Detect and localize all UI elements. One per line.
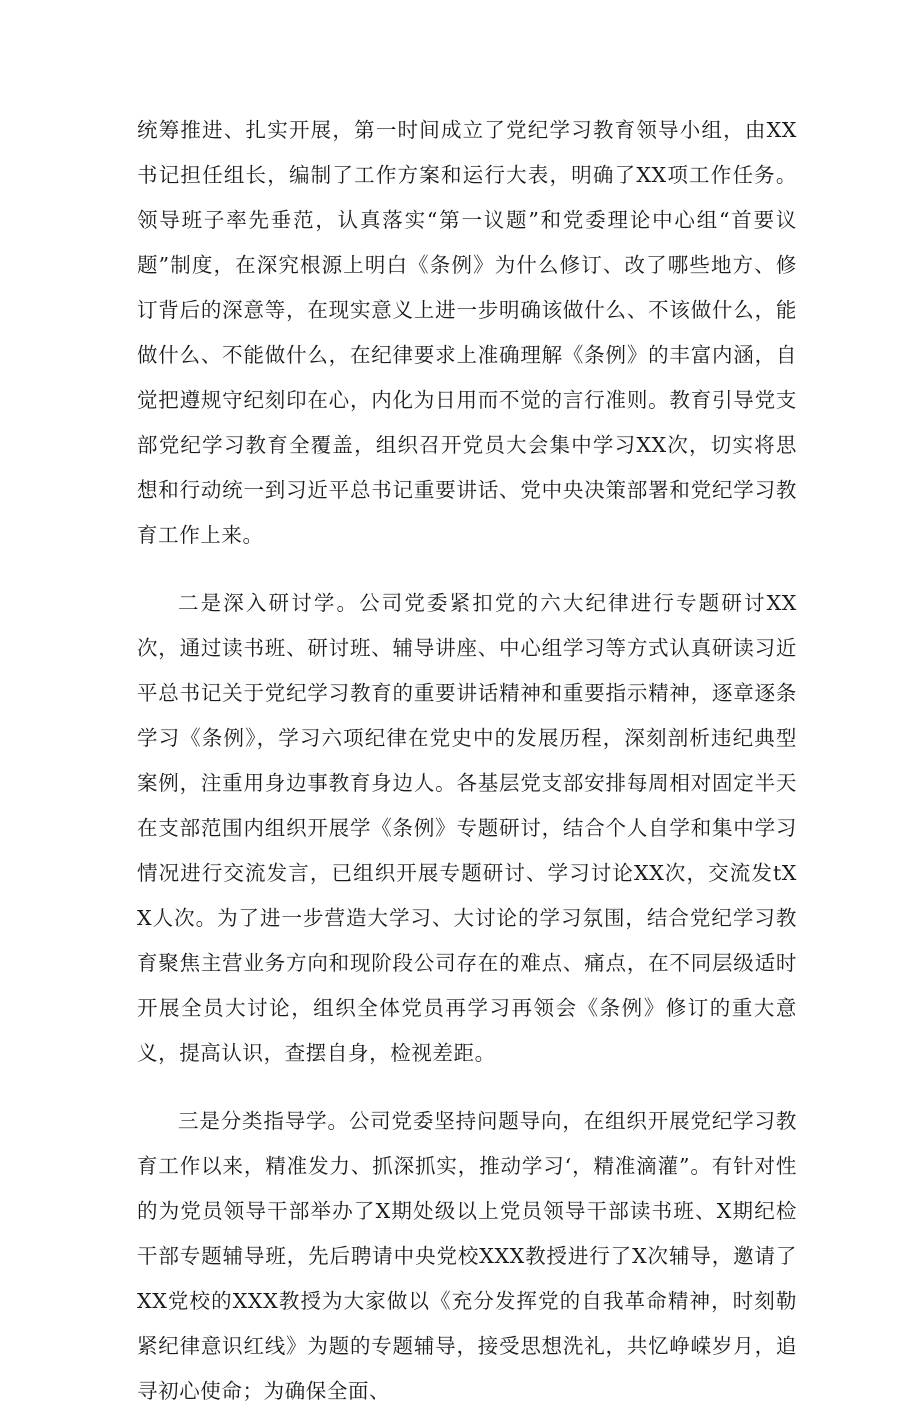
paragraph-guided-study: 三是分类指导学。公司党委坚持问题导向，在组织开展党纪学习教育工作以来，精准发力、抓深抓实，推动学习‘，精准滴灌”。有针对性的为党员领导干部举办了X期处级以上党员领导干部读书班、X期纪检干部专题辅导班，先后聘请中央党校XXX教授进行了X次辅导，邀请了XX党校的XXX教授为大家做以《充分发挥党的自我革命精神，时刻勒紧纪律意识红线》为题的专题辅导，接受思想洗礼，共忆峥嵘岁月，追寻初心使命；为确保全面、 <box>137 1109 797 1403</box>
document-body <box>137 108 797 1414</box>
paragraph-continuation: 统筹推进、扎实开展，第一时间成立了党纪学习教育领导小组，由XX书记担任组长，编制了工作方案和运行大表，明确了XX项工作任务。领导班子率先垂范，认真落实“第一议题”和党委理论中心组“首要议题”制度，在深究根源上明白《条例》为什么修订、改了哪些地方、修订背后的深意等，在现实意义上进一步明确该做什么、不该做什么，能做什么、不能做什么，在纪律要求上准确理解《条例》的丰富内涵，自觉把遵规守纪刻印在心，内化为日用而不觉的言行准则。教育引导党支部党纪学习教育全覆盖，组织召开党员大会集中学习XX次，切实将思想和行动统一到习近平总书记重要讲话、党中央决策部署和党纪学习教育工作上来。 <box>137 118 797 547</box>
paragraph-discussion-study: 二是深入研讨学。公司党委紧扣党的六大纪律进行专题研讨XX次，通过读书班、研讨班、辅导讲座、中心组学习等方式认真研读习近平总书记关于党纪学习教育的重要讲话精神和重要指示精神，逐章逐条学习《条例》，学习六项纪律在党史中的发展历程，深刻剖析违纪典型案例，注重用身边事教育身边人。各基层党支部安排每周相对固定半天在支部范围内组织开展学《条例》专题研讨，结合个人自学和集中学习情况进行交流发言，已组织开展专题研讨、学习讨论XX次，交流发tXX人次。为了进一步营造大学习、大讨论的学习氛围，结合党纪学习教育聚焦主营业务方向和现阶段公司存在的难点、痛点，在不同层级适时开展全员大讨论，组织全体党员再学习再领会《条例》修订的重大意义，提高认识，查摆自身，检视差距。 <box>137 591 797 1065</box>
